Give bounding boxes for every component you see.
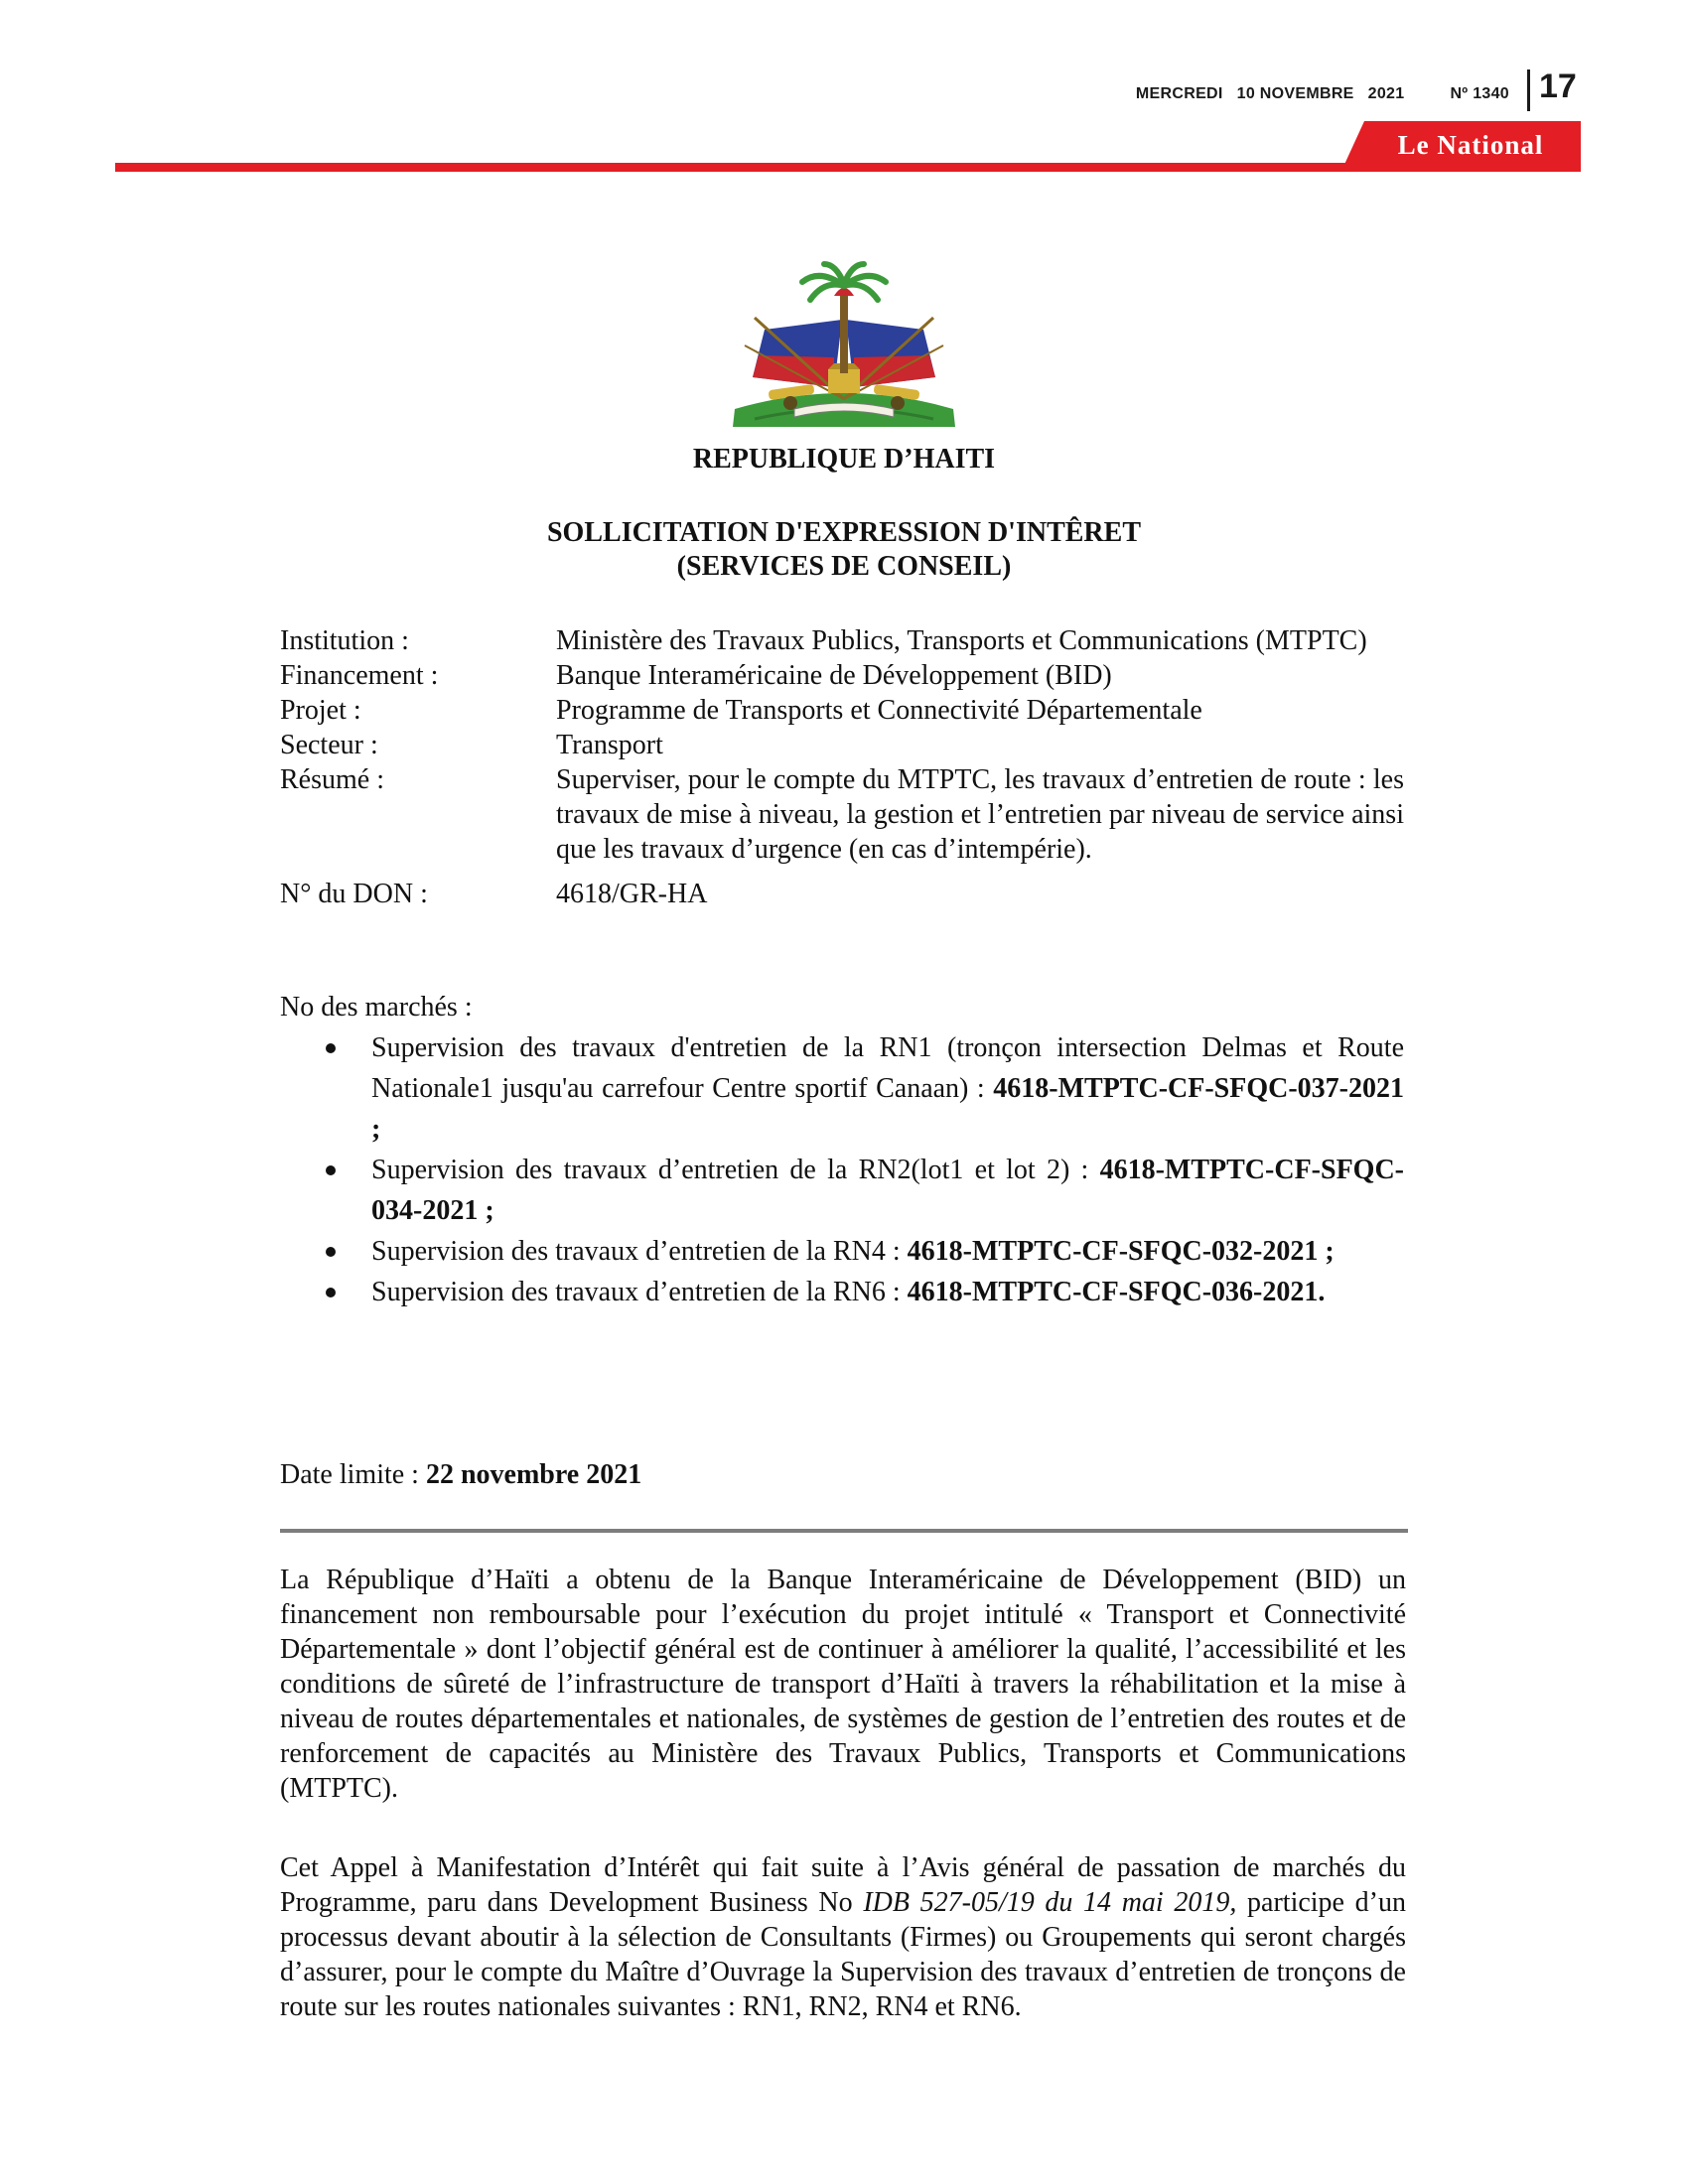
bullet-icon bbox=[326, 1165, 336, 1175]
info-row-secteur bbox=[280, 728, 1404, 762]
info-row-financement bbox=[280, 658, 1404, 693]
institution-value: Ministère des Travaux Publics, Transports et Communications (MTPTC) bbox=[556, 625, 1367, 656]
dateline-year: 2021 bbox=[1367, 85, 1405, 102]
page-number-divider bbox=[1527, 69, 1530, 111]
bullet-icon bbox=[326, 1247, 336, 1257]
market-code: 4618-MTPTC-CF-SFQC-036-2021. bbox=[907, 1277, 1326, 1307]
body-paragraph-2 bbox=[280, 1850, 1406, 2024]
body-paragraph-1: La République d’Haïti a obtenu de la Banque Interaméricaine de Développement (BID) un financement non remboursable pour l’exécution du projet intitulé « Transport et Connectivité Départementale » dont l’objectif général est de continuer à améliorer la qualité, l’accessibilité et les conditions de sûreté de l’infrastructure de transport d’Haïti à travers la réhabilitation et la mise à niveau de routes départementales et nationales, de systèmes de gestion de l’entretien des routes et de renforcement de capacités au Ministère des Travaux Publics, Transports et Communications (MTPTC). bbox=[280, 1565, 1406, 1804]
dateline bbox=[1043, 85, 1509, 103]
markets-list bbox=[280, 1027, 1404, 1312]
dateline-day: MERCREDI bbox=[1135, 85, 1223, 102]
brand-name: Le National bbox=[1397, 129, 1544, 160]
bullet-icon bbox=[326, 1043, 336, 1053]
notice-title: SOLLICITATION D'EXPRESSION D'INTÊRET bbox=[546, 517, 1141, 548]
paragraph-2-intro: Cet Appel à Manifestation d’Intérêt qui fait suite à l’Avis général de passation de marchés du Programme, paru dans Development Business No bbox=[280, 1852, 1406, 1918]
market-code: 4618-MTPTC-CF-SFQC-032-2021 ; bbox=[907, 1236, 1335, 1267]
resume-value: Superviser, pour le compte du MTPTC, les travaux d’entretien de route : les travaux de mise à niveau, la gestion et l’entretien par niveau de service ainsi que les travaux d’urgence (en cas d’intempérie). bbox=[556, 764, 1404, 865]
institution-label: Institution : bbox=[280, 625, 409, 656]
market-description: Supervision des travaux d'entretien de la RN1 (tronçon intersection Delmas et Route Nationale1 jusqu'au carrefour Centre sportif Canaan) : bbox=[371, 1032, 1404, 1104]
list-item bbox=[280, 1150, 1404, 1231]
deadline-label: Date limite : bbox=[280, 1459, 426, 1490]
list-item bbox=[280, 1272, 1404, 1312]
info-row-resume bbox=[280, 762, 1404, 867]
deadline bbox=[280, 1457, 641, 1493]
masthead-rule bbox=[115, 163, 1581, 172]
projet-value: Programme de Transports et Connectivité Départementale bbox=[556, 695, 1202, 726]
markets-heading: No des marchés : bbox=[280, 992, 473, 1023]
dateline-spacer bbox=[1418, 85, 1436, 103]
info-row-projet bbox=[280, 693, 1404, 728]
issue-number: Nº 1340 bbox=[1450, 85, 1509, 102]
publication-reference: IDB 527-05/19 du 14 mai 2019, bbox=[863, 1887, 1237, 1918]
deadline-value: 22 novembre 2021 bbox=[425, 1459, 642, 1490]
notice-info-table bbox=[280, 623, 1404, 911]
info-row-don bbox=[280, 877, 1404, 911]
financement-label: Financement : bbox=[280, 660, 439, 691]
info-row-institution bbox=[280, 623, 1404, 658]
list-item bbox=[280, 1027, 1404, 1150]
markets-section bbox=[280, 987, 1404, 1312]
market-description: Supervision des travaux d’entretien de la RN6 : bbox=[371, 1277, 908, 1307]
resume-label: Résumé : bbox=[280, 764, 384, 795]
market-description: Supervision des travaux d’entretien de la RN2(lot1 et lot 2) : bbox=[371, 1155, 1100, 1185]
don-value: 4618/GR-HA bbox=[556, 879, 708, 909]
country-heading: REPUBLIQUE D’HAITI bbox=[692, 444, 996, 475]
projet-label: Projet : bbox=[280, 695, 361, 726]
coat-of-arms-icon bbox=[725, 260, 963, 431]
masthead bbox=[0, 0, 1688, 179]
bullet-icon bbox=[326, 1288, 336, 1297]
notice-subtitle: (SERVICES DE CONSEIL) bbox=[676, 551, 1012, 582]
don-label: N° du DON : bbox=[280, 879, 428, 909]
list-item bbox=[280, 1231, 1404, 1272]
secteur-value: Transport bbox=[556, 730, 663, 760]
section-divider bbox=[280, 1529, 1408, 1533]
financement-value: Banque Interaméricaine de Développement (BID) bbox=[556, 660, 1112, 691]
paragraph-2-rest: participe d’un processus devant aboutir à la sélection de Consultants (Firmes) ou Groupements qui seront chargés d’assurer, pour le compte du Maître d’Ouvrage la Supervision des travaux d’entretien de tronçons de route sur les routes nationales suivantes : RN1, RN2, RN4 et RN6. bbox=[280, 1887, 1406, 2022]
market-code: 4618-MTPTC-CF-SFQC-037-2021 ; bbox=[371, 1073, 1404, 1145]
secteur-label: Secteur : bbox=[280, 730, 378, 760]
page-number: 17 bbox=[1539, 68, 1577, 105]
market-code: 4618-MTPTC-CF-SFQC-034-2021 ; bbox=[371, 1155, 1404, 1226]
dateline-date: 10 NOVEMBRE bbox=[1236, 85, 1354, 102]
market-description: Supervision des travaux d’entretien de la RN4 : bbox=[371, 1236, 908, 1267]
